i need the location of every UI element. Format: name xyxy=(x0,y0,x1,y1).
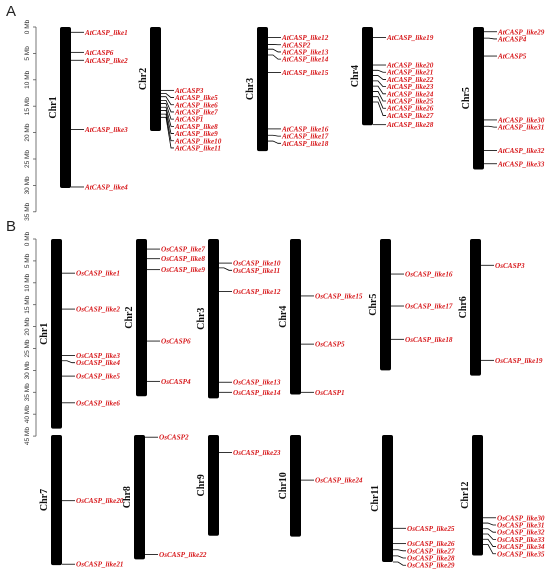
gene-label: AtCASP_like27 xyxy=(387,111,434,120)
chromosome-label: Chr2 xyxy=(138,67,149,91)
gene-label: AtCASP_like18 xyxy=(282,139,329,148)
gene-label: OsCASP_like25 xyxy=(407,524,455,533)
gene-label: AtCASP_like3 xyxy=(85,125,128,134)
scale-tick-label: 10 Mb xyxy=(24,70,31,89)
chromosome-bar xyxy=(470,239,481,376)
gene-label: AtCASP4 xyxy=(498,35,527,44)
chromosome-label: Chr4 xyxy=(350,64,361,88)
gene-label: OsCASP_like2 xyxy=(76,305,120,314)
gene-label: OsCASP_like19 xyxy=(495,356,543,365)
gene-label: AtCASP1 xyxy=(175,115,204,124)
chromosome-bar xyxy=(150,27,161,131)
gene-label: OsCASP_like32 xyxy=(497,528,545,537)
gene-label: AtCASP_like25 xyxy=(387,97,434,106)
chromosome-bar xyxy=(134,435,145,559)
chromosome-bar xyxy=(290,435,301,537)
chromosome-bar xyxy=(51,239,62,429)
gene-label: AtCASP_like26 xyxy=(387,104,434,113)
chromosome-label: Chr3 xyxy=(245,77,256,101)
gene-label: OsCASP_like11 xyxy=(233,266,281,275)
gene-label: AtCASP_like10 xyxy=(175,137,222,146)
gene-label: AtCASP_like7 xyxy=(175,108,218,117)
gene-label: OsCASP_like35 xyxy=(497,550,545,559)
gene-label: AtCASP_like2 xyxy=(85,56,128,65)
gene-label: AtCASP_like5 xyxy=(175,94,218,103)
gene-label: OsCASP_like9 xyxy=(161,266,205,275)
chromosome-label: Chr8 xyxy=(122,486,133,509)
gene-label: AtCASP_like23 xyxy=(387,83,434,92)
scale-tick-label: 45 Mb xyxy=(24,427,31,446)
gene-label: AtCASP_like33 xyxy=(498,160,545,169)
gene-label: AtCASP6 xyxy=(85,48,114,57)
gene-label: AtCASP_like11 xyxy=(175,144,221,153)
gene-label: AtCASP_like1 xyxy=(85,28,128,37)
scale-tick-label: 25 Mb xyxy=(24,339,31,358)
gene-label: OsCASP_like24 xyxy=(315,476,363,485)
gene-label: OsCASP_like18 xyxy=(405,335,453,344)
gene-label: AtCASP_like15 xyxy=(282,68,329,77)
gene-label: OsCASP2 xyxy=(159,433,189,442)
gene-label: AtCASP_like22 xyxy=(387,75,434,84)
chromosome-bar xyxy=(382,435,393,562)
gene-label: OsCASP_like31 xyxy=(497,521,545,530)
chromosome-bar xyxy=(290,239,301,394)
gene-label: AtCASP_like29 xyxy=(498,28,545,37)
gene-label: OsCASP6 xyxy=(161,337,191,346)
scale-tick-label: 15 Mb xyxy=(24,295,31,314)
gene-label: AtCASP_like8 xyxy=(175,122,218,131)
scale-tick-label: 35 Mb xyxy=(24,383,31,402)
gene-label: OsCASP_like30 xyxy=(497,514,545,523)
chromosome-label: Chr12 xyxy=(460,481,471,509)
chromosome-bar xyxy=(208,239,219,398)
chromosome-label: Chr1 xyxy=(48,96,59,119)
gene-label: AtCASP_like9 xyxy=(175,130,218,139)
panel-label-a: A xyxy=(6,3,17,20)
gene-label: AtCASP_like17 xyxy=(282,132,329,141)
gene-label: AtCASP_like12 xyxy=(282,34,329,43)
scale-tick-label: 30 Mb xyxy=(24,361,31,380)
chromosome-label: Chr5 xyxy=(368,293,379,316)
gene-label: OsCASP1 xyxy=(315,388,345,397)
chromosome-label: Chr11 xyxy=(370,485,381,512)
gene-label: OsCASP_like16 xyxy=(405,270,453,279)
chromosome-label: Chr3 xyxy=(196,307,207,330)
scale-tick-label: 35 Mb xyxy=(24,202,31,221)
gene-label: OsCASP3 xyxy=(495,261,525,270)
chromosome-bar xyxy=(136,239,147,396)
gene-label: OsCASP_like1 xyxy=(76,269,120,278)
chromosome-bar xyxy=(473,27,484,170)
chromosome-bar xyxy=(60,27,71,188)
gene-label: AtCASP_like31 xyxy=(498,123,545,132)
scale-tick-label: 20 Mb xyxy=(24,317,31,336)
gene-label: AtCASP_like14 xyxy=(282,55,329,64)
gene-label: OsCASP_like29 xyxy=(407,561,455,570)
gene-label: OsCASP_like28 xyxy=(407,554,455,563)
gene-label: OsCASP_like5 xyxy=(76,372,120,381)
chromosome-bar xyxy=(380,239,391,370)
gene-label: AtCASP_like30 xyxy=(498,116,545,125)
chromosome-bar xyxy=(51,435,62,565)
chromosome-label: Chr10 xyxy=(278,472,289,500)
gene-label: OsCASP_like13 xyxy=(233,378,281,387)
gene-label: OsCASP_like10 xyxy=(233,259,281,268)
scale-tick-label: 30 Mb xyxy=(24,176,31,195)
scale-tick-label: 25 Mb xyxy=(24,149,31,169)
chromosome-bar xyxy=(208,435,219,536)
gene-label: OsCASP_like12 xyxy=(233,288,281,297)
chromosome-label: Chr1 xyxy=(39,322,50,345)
gene-label: AtCASP_like24 xyxy=(387,90,434,99)
gene-label: AtCASP_like32 xyxy=(498,147,545,156)
chromosome-label: Chr4 xyxy=(278,305,289,328)
gene-label: OsCASP5 xyxy=(315,340,345,349)
gene-label: AtCASP_like4 xyxy=(85,183,128,192)
gene-label: AtCASP3 xyxy=(175,86,204,95)
gene-label: OsCASP4 xyxy=(161,377,191,386)
scale-tick-label: 5 Mb xyxy=(24,46,31,61)
gene-label: AtCASP5 xyxy=(498,52,527,61)
gene-label: OsCASP_like27 xyxy=(407,547,455,556)
gene-label: OsCASP_like23 xyxy=(233,449,281,458)
gene-label: AtCASP_like19 xyxy=(387,34,434,43)
gene-label: OsCASP_like14 xyxy=(233,388,281,397)
scale-tick-label: 0 Mb xyxy=(24,231,31,247)
scale-tick-label: 5 Mb xyxy=(24,253,31,269)
gene-label: OsCASP_like26 xyxy=(407,540,455,549)
scale-tick-label: 10 Mb xyxy=(24,273,31,292)
chromosome-label: Chr5 xyxy=(461,87,472,110)
scale-tick-label: 0 Mb xyxy=(24,19,31,35)
gene-label: OsCASP_like3 xyxy=(76,352,120,361)
scale-tick-label: 15 Mb xyxy=(24,97,31,116)
scale-tick-label: 40 Mb xyxy=(24,405,31,424)
gene-label: OsCASP_like6 xyxy=(76,399,120,408)
gene-label: OsCASP_like8 xyxy=(161,255,205,264)
chromosome-label: Chr7 xyxy=(39,488,50,512)
gene-label: AtCASP_like28 xyxy=(387,121,434,130)
gene-label: OsCASP_like34 xyxy=(497,543,545,552)
gene-label: OsCASP_like22 xyxy=(159,551,207,560)
gene-label: AtCASP2 xyxy=(282,41,311,50)
chromosome-label: Chr2 xyxy=(124,306,135,329)
gene-label: OsCASP_like4 xyxy=(76,359,120,368)
gene-label: AtCASP_like16 xyxy=(282,125,329,134)
scale-tick-label: 20 Mb xyxy=(24,123,31,142)
gene-label: AtCASP_like13 xyxy=(282,48,329,57)
chromosome-label: Chr9 xyxy=(196,474,207,497)
gene-label: OsCASP_like20 xyxy=(76,497,124,506)
gene-label: AtCASP_like21 xyxy=(387,68,434,77)
gene-label: OsCASP_like15 xyxy=(315,292,363,301)
gene-label: AtCASP_like6 xyxy=(175,101,218,110)
gene-label: OsCASP_like21 xyxy=(76,560,124,569)
chromosome-bar xyxy=(472,435,483,555)
gene-label: OsCASP_like17 xyxy=(405,302,453,311)
panel-label-b: B xyxy=(6,218,17,235)
chromosome-label: Chr6 xyxy=(458,296,469,319)
gene-label: OsCASP_like7 xyxy=(161,245,205,254)
gene-label: OsCASP_like33 xyxy=(497,535,545,544)
chromosome-bar xyxy=(362,27,373,125)
chromosome-bar xyxy=(257,27,268,151)
gene-label: AtCASP_like20 xyxy=(387,61,434,70)
